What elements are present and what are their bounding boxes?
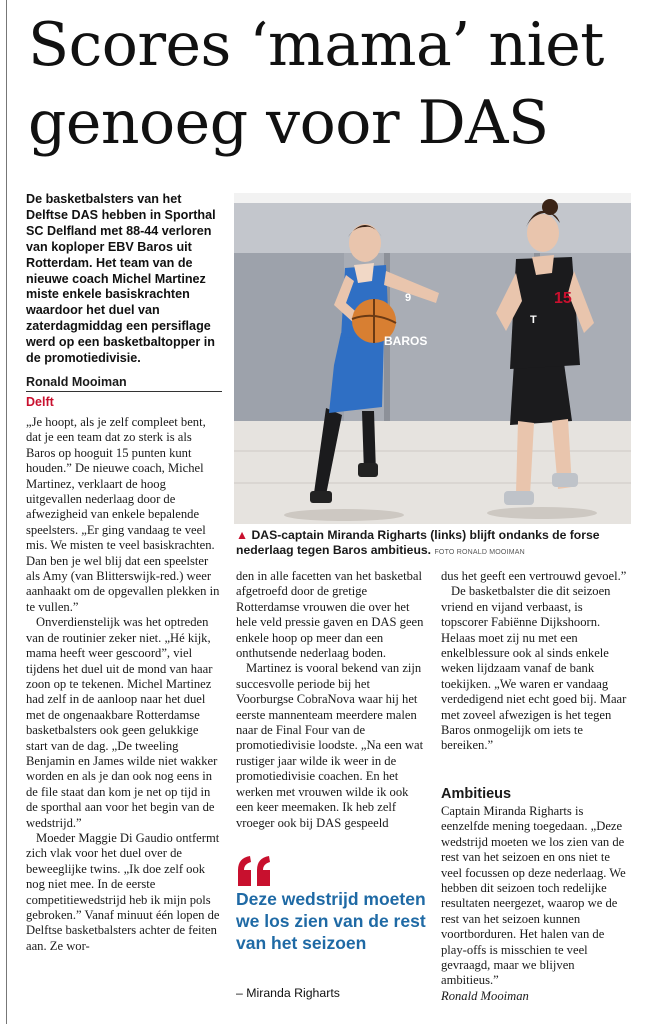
basketball-photo-illustration [234, 193, 631, 524]
quote-marks-icon [236, 856, 276, 888]
section-subhead: Ambitieus [441, 786, 512, 802]
jersey-text-left: BAROS [384, 334, 428, 348]
paragraph: Martinez is vooral bekend van zijn succesvolle periode bij het Voorburgse CobraNova waar hij het eerste mannenteam meerdere malen naar de Final Four van de promotiedivisie loodste. „Na een wat rustiger jaar wilde ik weer in de promotiedivisie coachen. En het werken met vrouwen wilde ik ook een keer meemaken. Ik heb zelf vroeger ook bij DAS gespeeld [236, 661, 424, 830]
article-column-1 [26, 415, 222, 954]
photo-credit: FOTO RONALD MOOIMAN [434, 548, 525, 556]
caption-triangle-icon: ▲ [236, 528, 249, 542]
article-column-3 [441, 569, 631, 754]
paragraph: den in alle facetten van het basketbal afgetroefd door de gretige Rotterdamse vrouwen die over het hele veld pressie gaven en DAS geen enkele hoop op meer dan een onthutsende nederlaag boden. [236, 569, 424, 661]
pull-quote: Deze wedstrijd moeten we los zien van de rest van het seizoen [236, 889, 426, 953]
paragraph: De basketbalster die dit seizoen vriend en vijand verbaast, is topscorer Fabiënne Dijkshoorn. Helaas moet zij nu met een enkelblessure ook al sinds enkele weken lijdzaam vanaf de bank toekijken. „We waren er vandaag verdedigend niet echt goed bij. Maar met zoveel afwezigen is het tegen Baros onmogelijk om iets te bereiken.” [441, 584, 627, 753]
article-column-3-continued [441, 804, 631, 1004]
paragraph: dus het geeft een vertrouwd gevoel.” [441, 569, 627, 583]
jersey-number-left: 9 [405, 292, 412, 304]
article-column-2 [236, 569, 428, 831]
byline-divider [26, 391, 222, 392]
headline: Scores ‘mama’ niet genoeg voor DAS [28, 10, 604, 158]
dateline: Delft [26, 395, 54, 409]
jersey-number-right: 15 [554, 290, 572, 307]
paragraph: Moeder Maggie Di Gaudio ontfermt zich vlak voor het duel over de beweeglijke twins. „Ik doe zelf ook nog niet mee. In de eerste competitiewedstrijd heb ik mijn pols gebroken.” Vanaf minuut één lopen de Delftse basketbalsters achter de feiten aan. Ze wor- [26, 830, 220, 953]
author-signoff: Ronald Mooiman [441, 988, 529, 1003]
page-left-rule [6, 0, 7, 1024]
pull-quote-attribution: – Miranda Righarts [236, 986, 340, 1000]
caption-text: DAS-captain Miranda Righarts (links) blijft ondanks de forse nederlaag tegen Baros ambitieus. [236, 528, 600, 557]
article-photo [234, 193, 631, 524]
paragraph: Captain Miranda Righarts is eenzelfde mening toegedaan. „Deze wedstrijd moeten we los zien van de rest van het seizoen en ons niet te veel focussen op deze nederlaag. We hebben dit seizoen toch redelijke resultaten neergezet, waarop we de rest van het seizoen kunnen voortborduren. Het halen van de play-offs is misschien te veel gevraagd, maar we blijven ambitieus.” [441, 804, 626, 988]
byline: Ronald Mooiman [26, 375, 127, 389]
jersey-text-right: T [530, 314, 537, 326]
paragraph: Onverdienstelijk was het optreden van de routinier zeker niet. „Hé kijk, mama heeft weer gescoord”, viel tijdens het duel uit de mond van haar zoon op te tekenen. Michel Martinez had zelf in de aanloop naar het duel met de ongenaakbare Rotterdamse basketbalsters ook geen gelukkige start van de dag. „De tweeling Benjamin en James wilde niet wakker worden en als je dan ook nog eens in de file staat dan kom je net op tijd in de sporthal aan voor het begin van de wedstrijd.” [26, 615, 218, 830]
paragraph: „Je hoopt, als je zelf compleet bent, dat je een team dat zo sterk is als Baros op hooguit 15 punten kunt houden.” De nieuwe coach, Michel Martinez, verklaart de hoog uitgevallen nederlaag door de afwezigheid van enkele bepalende speelsters. „Er ging vandaag te veel mis. We misten te veel basiskrachten. Dan ben je wel blij dat een speelster als Amy (van Blitterswijk-red.) weer aanhaakt om de opgevallen plekken in te vullen.” [26, 415, 220, 614]
intro-lead: De basketbalsters van het Delftse DAS hebben in Sporthal SC Delfland met 88-44 verloren van koploper EBV Baros uit Rotterdam. Het team van de nieuwe coach Michel Martinez miste enkele basiskrachten waardoor het duel van zaterdagmiddag een persiflage werd op een basketbaltopper in de promotiedivisie. [26, 192, 216, 366]
photo-caption [236, 528, 631, 561]
